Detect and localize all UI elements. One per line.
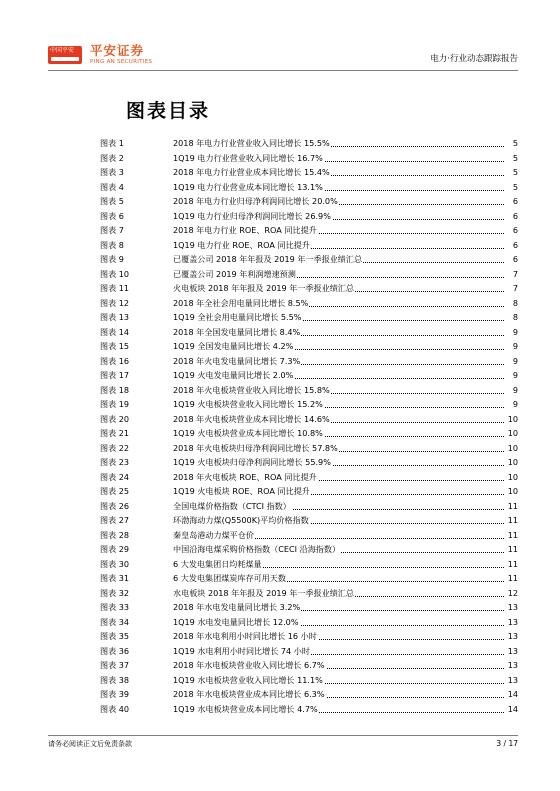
footer-divider [48,735,518,736]
toc-entry-number: 图表 14 [100,326,130,337]
toc-entry-number: 图表 3 [100,167,124,177]
toc-entry-title-leader [173,644,504,659]
toc-entry-number: 图表 21 [100,428,130,438]
toc-entry-number: 图表 35 [100,631,130,641]
toc-entry-page: 8 [512,297,518,308]
toc-entry-number: 图表 22 [100,442,130,453]
toc-entry-number: 图表 11 [100,283,130,293]
toc-entry-title-leader [173,325,504,340]
toc-entry-title: 2018 年电力行业归母净利润同比增长 20.0% [173,196,338,206]
toc-entry-page: 11 [507,558,518,569]
toc-entry-page: 5 [512,181,518,192]
report-type: 电力·行业动态跟踪报告 [430,54,518,64]
toc-title: 图表目录 [126,100,211,122]
toc-entry-title: 2018 年水电板块营业成本同比增长 6.3% [173,689,325,699]
toc-entry-title: 2018 年水电利用小时同比增长 16 小时 [173,631,317,641]
toc-entry-page: 13 [507,616,518,627]
toc-entry-title-leader [173,702,504,717]
toc-entry-title: 2018 年水电板块营业收入同比增长 6.7% [173,660,325,670]
page-number: 3 / 17 [496,739,518,748]
toc-entry[interactable] [100,441,518,456]
toc-entry-title: 1Q19 全社会用电量同比增长 5.5% [173,312,302,322]
page-header [48,44,518,70]
toc-entry-title-leader [173,238,504,253]
toc-entry[interactable] [100,267,518,282]
toc-entry-title-leader [173,267,504,282]
toc-entry-title-leader [173,441,504,456]
toc-entry-page: 9 [512,326,518,337]
toc-entry-page: 5 [512,138,518,148]
toc-entry-number: 图表 19 [100,399,130,409]
toc-entry-title: 2018 年电力行业营业收入同比增长 15.5% [173,138,330,148]
toc-entry-title: 火电板块 2018 年年报及 2019 年一季报业绩汇总 [173,283,354,293]
toc-entry-title-leader [173,600,504,615]
toc-entry-number: 图表 29 [100,544,130,554]
toc-entry-title: 1Q19 火电板块归母净利润同比增长 55.9% [173,457,331,467]
toc-entry-title: 2018 年全国发电量同比增长 8.4% [173,326,301,337]
toc-entry-title: 1Q19 电力行业归母净利润同比增长 26.9% [173,210,331,221]
toc-entry-title-leader [173,252,504,267]
toc-entry-title-leader [173,296,504,311]
toc-entry-title-leader [173,412,504,427]
toc-entry-page: 9 [512,370,518,380]
toc-entry-page: 14 [507,703,518,714]
toc-entry-title: 2018 年水电发电量同比增长 3.2% [173,602,301,612]
toc-entry-page: 10 [507,486,518,496]
toc-entry-number: 图表 1 [100,138,124,148]
toc-entry[interactable] [100,528,518,543]
toc-entry-number: 图表 33 [100,602,130,612]
toc-entry-title-leader [173,281,504,296]
toc-entry-number: 图表 13 [100,312,130,322]
toc-entry-number: 图表 12 [100,297,130,308]
toc-entry-title-leader [173,397,504,412]
toc-entry[interactable] [100,586,518,601]
toc-entry-title-leader [173,586,504,601]
toc-entry-title-leader [173,528,504,543]
toc-entry-title: 已覆盖公司 2019 年利润增速预测 [173,268,296,279]
toc-entry[interactable] [100,571,518,586]
toc-entry-number: 图表 18 [100,384,130,395]
toc-entry[interactable] [100,339,518,354]
toc-entry-title: 全国电煤价格指数（CTCI 指数） [173,500,291,511]
toc-entry-page: 11 [507,544,518,554]
toc-entry-title-leader [173,513,504,528]
toc-entry-page: 9 [512,399,518,409]
toc-entry-title-leader [173,673,504,688]
toc-entry-title: 环渤海动力煤(Q5500K)平均价格指数 [173,515,309,525]
toc-entry-page: 11 [507,515,518,525]
toc-entry-title: 2018 年电力行业 ROE、ROA 同比提升 [173,225,317,235]
toc-entry-title: 已覆盖公司 2018 年年报及 2019 年一季报业绩汇总 [173,254,363,264]
toc-entry-title-leader [173,470,504,485]
toc-entry[interactable] [100,658,518,673]
toc-entry-title-leader [173,194,504,209]
toc-entry-number: 图表 20 [100,413,130,424]
toc-entry-number: 图表 7 [100,225,124,235]
toc-entry-page: 6 [512,239,518,250]
toc-entry-page: 6 [512,196,518,206]
toc-entry-title: 2018 年电力行业营业成本同比增长 15.4% [173,167,330,177]
header-divider [48,70,518,71]
toc-entry-title-leader [173,354,504,369]
toc-entry-number: 图表 15 [100,341,130,351]
toc-entry-number: 图表 38 [100,674,130,685]
toc-entry-title: 1Q19 水电板块营业成本同比增长 4.7% [173,703,318,714]
toc-entry-page: 11 [507,529,518,540]
toc-entry-number: 图表 27 [100,515,130,525]
toc-entry-title: 1Q19 电力行业营业成本同比增长 13.1% [173,181,323,192]
toc-entry-title-leader [173,499,504,514]
toc-entry-title-leader [173,455,504,470]
toc-entry-title-leader [173,180,504,195]
brand-subtitle: PING AN SECURITIES [90,59,153,65]
toc-entry-number: 图表 37 [100,660,130,670]
toc-entry-title-leader [173,223,504,238]
toc-entry-title-leader [173,383,504,398]
toc-entry-page: 13 [507,674,518,685]
toc-entry-title-leader [173,658,504,673]
toc-entry[interactable] [100,557,518,572]
toc-entry-number: 图表 10 [100,268,130,279]
toc-entry-title: 秦皇岛港动力煤平仓价 [173,529,254,540]
toc-entry[interactable] [100,151,518,166]
toc-entry-title-leader [173,339,504,354]
toc-entry-title-leader [173,209,504,224]
toc-entry-number: 图表 32 [100,587,130,598]
toc-entry[interactable] [100,397,518,412]
toc-entry-number: 图表 23 [100,457,130,467]
toc-entry[interactable] [100,600,518,615]
toc-entry-page: 10 [507,442,518,453]
toc-entry[interactable] [100,180,518,195]
toc-entry-page: 13 [507,645,518,656]
toc-entry[interactable] [100,136,518,151]
toc-entry[interactable] [100,702,518,717]
toc-entry-title: 1Q19 火电发电量同比增长 2.0% [173,370,294,380]
toc-entry-number: 图表 36 [100,645,130,656]
toc-entry[interactable] [100,629,518,644]
toc-entry-number: 图表 34 [100,616,130,627]
toc-entry-page: 13 [507,602,518,612]
toc-entry-title-leader [173,615,504,630]
footer-disclaimer: 请务必阅读正文后免责条款 [48,740,132,748]
toc-entry-number: 图表 8 [100,239,124,250]
toc-entry-title: 6 大发电集团日均耗煤量 [173,558,262,569]
toc-entry-page: 13 [507,660,518,670]
toc-entry-title-leader [173,136,504,151]
toc-entry-number: 图表 6 [100,210,124,221]
toc-entry-title-leader [173,687,504,702]
toc-entry-page: 5 [512,167,518,177]
toc-entry-number: 图表 39 [100,689,130,699]
toc-entry-title: 2018 年火电板块营业成本同比增长 14.6% [173,413,330,424]
toc-entry-number: 图表 16 [100,355,130,366]
brand-name: 平安证券 [90,43,145,58]
toc-entry-title: 2018 年火电板块 ROE、ROA 同比提升 [173,471,317,482]
toc-entry[interactable] [100,470,518,485]
toc-entry[interactable] [100,209,518,224]
logo-bar [51,57,79,61]
toc-entry-number: 图表 26 [100,500,130,511]
toc-entry[interactable] [100,223,518,238]
toc-entry-title-leader [173,484,504,499]
toc-entry-title-leader [173,542,504,557]
ping-an-logo [48,46,82,64]
toc-entry-title: 1Q19 水电利用小时同比增长 74 小时 [173,645,310,656]
table-of-figures [100,136,518,716]
toc-entry-page: 11 [507,573,518,583]
toc-entry-page: 13 [507,631,518,641]
toc-entry[interactable] [100,484,518,499]
toc-entry-page: 7 [512,268,518,279]
toc-entry-page: 7 [512,283,518,293]
toc-entry-page: 12 [507,587,518,598]
toc-entry[interactable] [100,673,518,688]
toc-entry-page: 10 [507,457,518,467]
toc-entry[interactable] [100,296,518,311]
toc-entry-number: 图表 30 [100,558,130,569]
toc-entry[interactable] [100,383,518,398]
toc-entry-title: 2018 年火电板块归母净利润同比增长 57.8% [173,442,338,453]
toc-entry[interactable] [100,310,518,325]
toc-entry-number: 图表 4 [100,181,124,192]
toc-entry-title-leader [173,368,504,383]
toc-entry-page: 6 [512,254,518,264]
toc-entry-title: 1Q19 火电板块营业收入同比增长 15.2% [173,399,323,409]
toc-entry[interactable] [100,426,518,441]
toc-entry-number: 图表 9 [100,254,124,264]
toc-entry-number: 图表 17 [100,370,130,380]
toc-entry-page: 11 [507,500,518,511]
toc-entry[interactable] [100,542,518,557]
toc-entry[interactable] [100,281,518,296]
toc-entry-title: 1Q19 火电板块 ROE、ROA 同比提升 [173,486,310,496]
toc-entry-page: 10 [507,413,518,424]
toc-entry-title: 1Q19 电力行业营业收入同比增长 16.7% [173,152,323,163]
toc-entry[interactable] [100,325,518,340]
toc-entry[interactable] [100,513,518,528]
toc-entry[interactable] [100,368,518,383]
toc-entry-page: 9 [512,341,518,351]
toc-entry-number: 图表 2 [100,152,124,163]
toc-entry[interactable] [100,238,518,253]
toc-entry[interactable] [100,644,518,659]
toc-entry-title: 2018 年全社会用电量同比增长 8.5% [173,297,309,308]
toc-entry-page: 14 [507,689,518,699]
toc-entry-page: 6 [512,210,518,221]
toc-entry-title: 1Q19 火电板块营业成本同比增长 10.8% [173,428,323,438]
toc-entry[interactable] [100,194,518,209]
toc-entry-number: 图表 25 [100,486,130,496]
toc-entry-page: 8 [512,312,518,322]
toc-entry-page: 9 [512,384,518,395]
toc-entry[interactable] [100,687,518,702]
toc-entry-title: 2018 年火电板块营业收入同比增长 15.8% [173,384,330,395]
toc-entry-page: 10 [507,428,518,438]
toc-entry-title: 1Q19 水电发电量同比增长 12.0% [173,616,299,627]
toc-entry-title-leader [173,629,504,644]
toc-entry[interactable] [100,455,518,470]
toc-entry-number: 图表 40 [100,703,130,714]
toc-entry[interactable] [100,412,518,427]
toc-entry-title: 水电板块 2018 年年报及 2019 年一季报业绩汇总 [173,587,354,598]
toc-entry[interactable] [100,252,518,267]
toc-entry[interactable] [100,499,518,514]
toc-entry-page: 9 [512,355,518,366]
toc-entry-title-leader [173,151,504,166]
toc-entry[interactable] [100,354,518,369]
toc-entry-number: 图表 5 [100,196,124,206]
logo-small-text: 中国平安 [50,47,75,54]
toc-entry[interactable] [100,165,518,180]
toc-entry[interactable] [100,615,518,630]
toc-entry-title: 1Q19 全国发电量同比增长 4.2% [173,341,294,351]
toc-entry-title: 2018 年火电发电量同比增长 7.3% [173,355,301,366]
toc-entry-title: 6 大发电集团煤炭库存可用天数 [173,573,286,583]
toc-entry-title: 1Q19 电力行业 ROE、ROA 同比提升 [173,239,310,250]
toc-entry-title-leader [173,310,504,325]
toc-entry-title-leader [173,571,504,586]
toc-entry-title: 1Q19 水电板块营业收入同比增长 11.1% [173,674,323,685]
toc-entry-number: 图表 31 [100,573,130,583]
toc-entry-page: 6 [512,225,518,235]
toc-entry-title: 中国沿海电煤采购价格指数（CECI 沿海指数） [173,544,341,554]
toc-entry-page: 10 [507,471,518,482]
toc-entry-title-leader [173,557,504,572]
toc-entry-title-leader [173,426,504,441]
toc-entry-number: 图表 28 [100,529,130,540]
toc-entry-title-leader [173,165,504,180]
toc-entry-page: 5 [512,152,518,163]
toc-entry-number: 图表 24 [100,471,130,482]
